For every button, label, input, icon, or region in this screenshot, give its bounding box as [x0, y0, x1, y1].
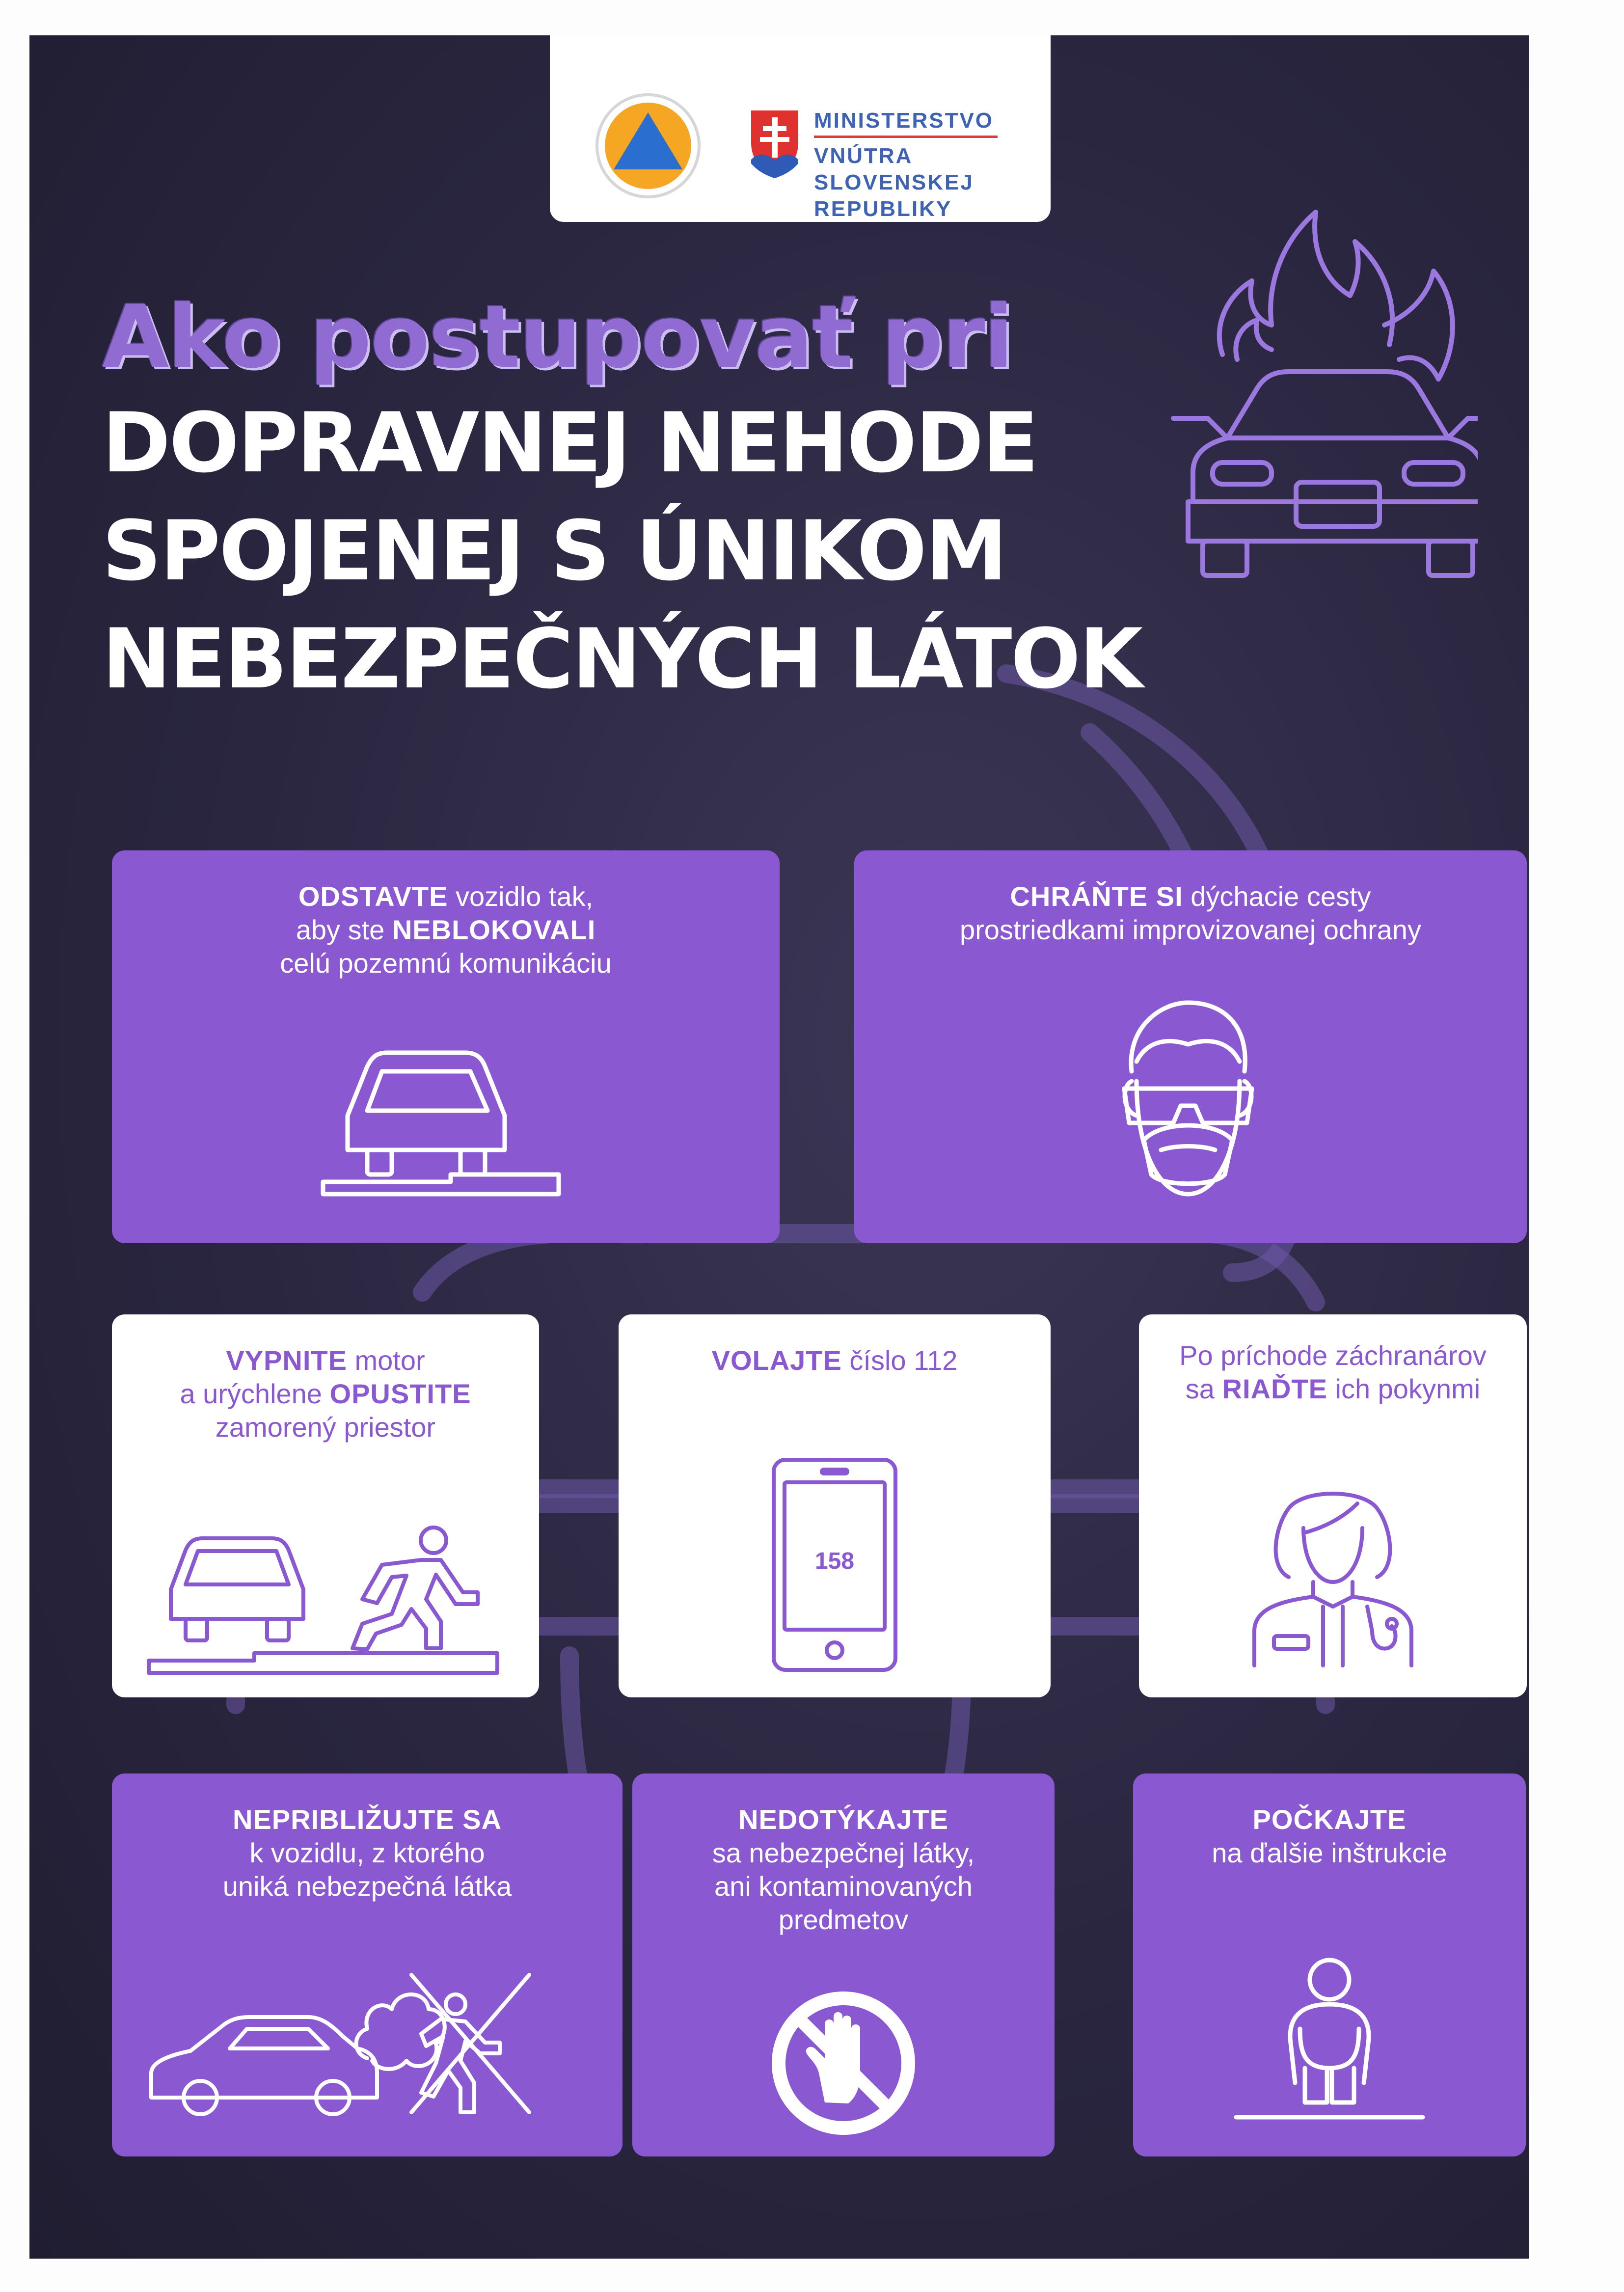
slovak-emblem — [747, 107, 802, 180]
touch-text-1: sa nebezpečnej látky, — [712, 1837, 975, 1868]
protect-text-1: dýchacie cesty — [1183, 881, 1371, 912]
engine-text-1: motor — [347, 1345, 425, 1376]
car-and-running-person-icon — [146, 1521, 500, 1683]
engine-bold-1: VYPNITE — [226, 1345, 347, 1376]
face-mask-icon — [1102, 998, 1269, 1204]
approach-text-1: k vozidlu, z ktorého — [249, 1837, 485, 1868]
touch-bold-1: NEDOTÝKAJTE — [738, 1804, 948, 1835]
phone-screen-number: 158 — [814, 1548, 855, 1574]
card-park-vehicle-text — [132, 880, 760, 980]
park-bold-1: ODSTAVTE — [298, 881, 448, 912]
engine-bold-2: OPUSTITE — [329, 1378, 471, 1409]
touch-text-2: ani kontaminovaných — [714, 1871, 973, 1902]
park-text-2: aby ste — [296, 914, 392, 945]
sitting-person-icon — [1231, 1955, 1428, 2132]
card-do-not-approach-text — [132, 1803, 603, 1903]
poster-title — [102, 286, 1141, 713]
ministry-line-1: MINISTERSTVO — [814, 109, 994, 133]
ministry-divider — [814, 136, 998, 138]
approach-text-2: uniká nebezpečná látka — [222, 1871, 512, 1902]
burning-car-icon — [1154, 197, 1478, 629]
engine-text-3: zamorený priestor — [215, 1412, 436, 1443]
phone-icon — [771, 1457, 898, 1673]
card-protect-airways-text — [874, 880, 1507, 947]
touch-text-3: predmetov — [778, 1904, 909, 1935]
card-protect-airways — [854, 850, 1527, 1243]
follow-text-2: sa — [1185, 1373, 1222, 1404]
card-wait — [1133, 1774, 1526, 2156]
title-line-1: Ako postupovať pri — [102, 287, 1013, 387]
park-text-3: celú pozemnú komunikáciu — [280, 948, 612, 979]
protect-bold-1: CHRÁŇTE SI — [1010, 881, 1183, 912]
ministry-name — [814, 108, 1051, 222]
card-do-not-approach — [112, 1774, 623, 2156]
ministry-line-2: VNÚTRA — [814, 144, 913, 168]
ministry-line-3: SLOVENSKEJ REPUBLIKY — [814, 170, 974, 221]
poster — [29, 35, 1529, 2259]
no-touch-icon — [770, 1990, 917, 2137]
protect-text-2: prostriedkami improvizovanej ochrany — [960, 914, 1421, 945]
card-do-not-touch — [632, 1774, 1055, 2156]
card-call-number — [619, 1314, 1051, 1697]
card-turn-off-engine — [112, 1314, 539, 1697]
card-follow-rescuers — [1139, 1314, 1527, 1697]
call-text-1: číslo 112 — [841, 1345, 958, 1376]
car-smoke-no-approach-icon — [146, 1950, 539, 2127]
approach-bold-1: NEPRIBLIŽUJTE SA — [232, 1804, 502, 1835]
follow-text-3: ich pokynmi — [1327, 1373, 1481, 1404]
park-text-1: vozidlo tak, — [448, 881, 594, 912]
card-follow-rescuers-text — [1159, 1339, 1507, 1406]
call-bold-1: VOLAJTE — [711, 1345, 842, 1376]
card-do-not-touch-text — [652, 1803, 1035, 1937]
card-turn-off-engine-text — [132, 1344, 519, 1444]
title-line-4: NEBEZPEČNÝCH LÁTOK — [102, 611, 1142, 707]
follow-text-1: Po príchode záchranárov — [1179, 1340, 1487, 1371]
paramedic-icon — [1249, 1484, 1416, 1670]
engine-text-2: a urýchlene — [180, 1378, 330, 1409]
title-line-2: DOPRAVNEJ NEHODE — [102, 395, 1037, 491]
wait-text-1: na ďalšie inštrukcie — [1212, 1837, 1447, 1868]
wait-bold-1: POČKAJTE — [1252, 1804, 1407, 1835]
car-on-curb-icon — [318, 1047, 573, 1214]
logo-header — [550, 35, 1051, 222]
follow-bold-1: RIAĎTE — [1222, 1373, 1327, 1404]
park-bold-2: NEBLOKOVALI — [392, 914, 596, 945]
card-park-vehicle — [112, 850, 780, 1243]
civil-protection-logo — [594, 92, 702, 200]
card-wait-text — [1153, 1803, 1506, 1870]
title-line-3: SPOJENEJ S ÚNIKOM — [102, 503, 1006, 599]
card-call-number-text — [638, 1344, 1031, 1377]
